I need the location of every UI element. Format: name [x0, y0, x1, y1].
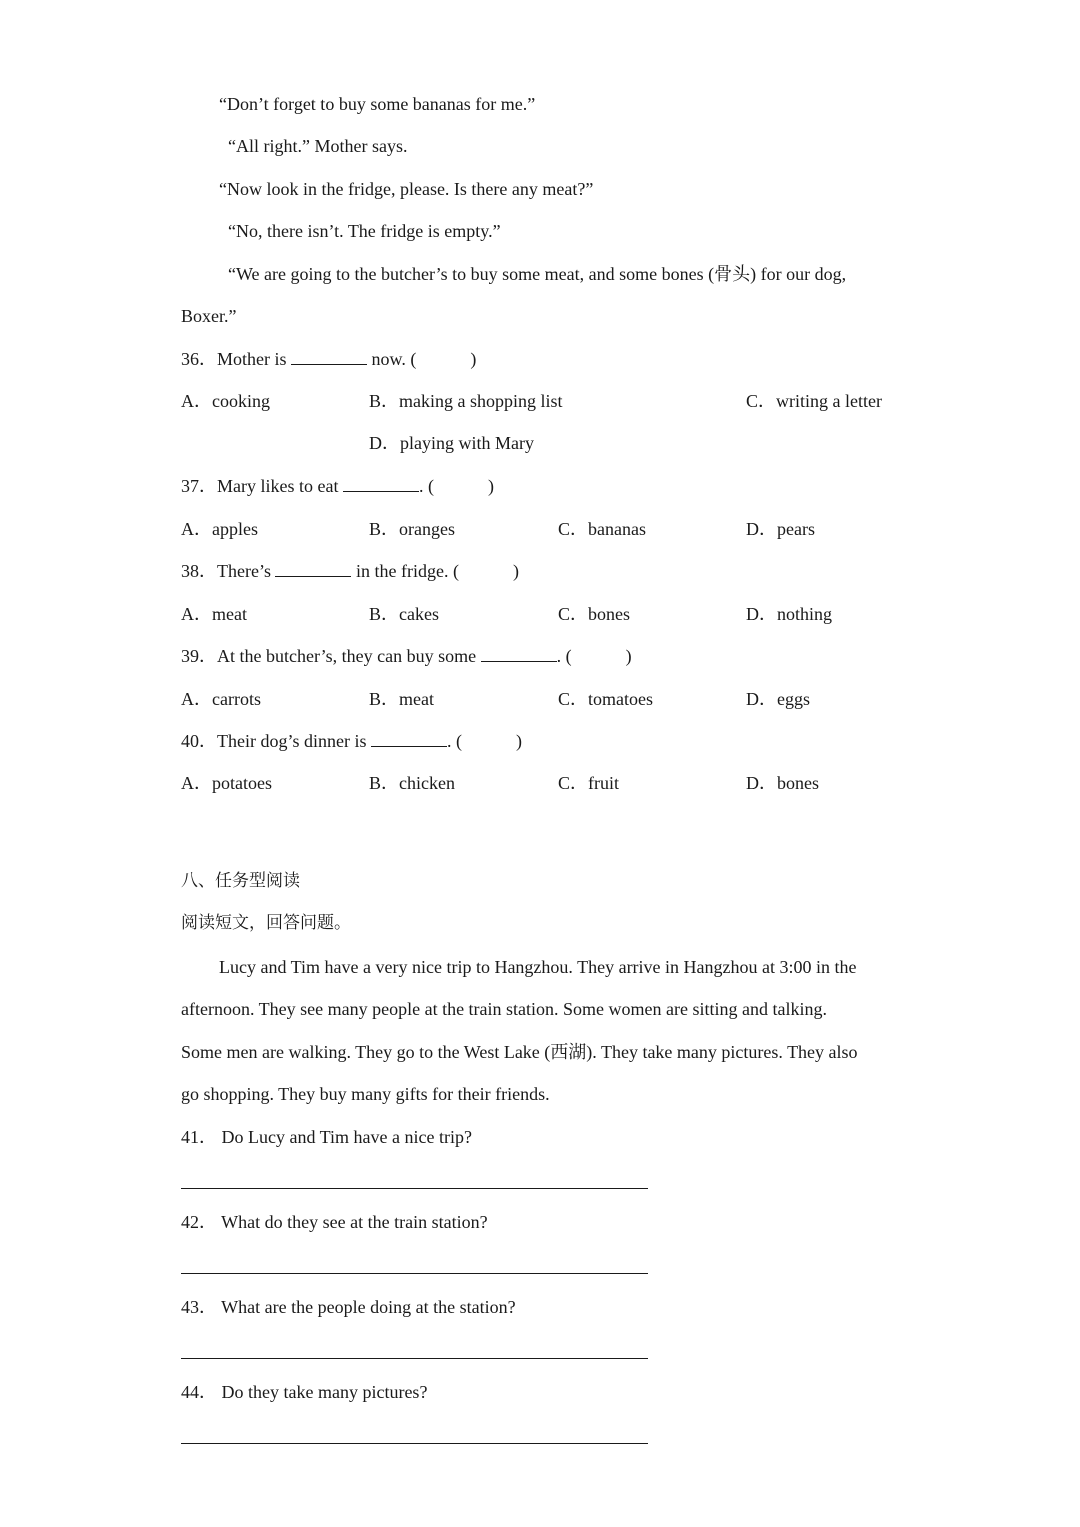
question-text: Their dog’s dinner is	[217, 731, 371, 751]
question-text: Mother is	[217, 349, 291, 369]
question-text: . ( )	[556, 646, 632, 666]
dialogue-line: “No, there isn’t. The fridge is empty.”	[228, 221, 501, 241]
option-letter: D．	[746, 604, 777, 624]
option-text: bananas	[588, 519, 646, 539]
option-letter: A．	[181, 519, 212, 539]
option-d	[746, 518, 815, 540]
dialogue-line: “We are going to the butcher’s to buy some meat, and some bones (骨头) for our dog,	[228, 264, 847, 284]
option-text: chicken	[399, 773, 455, 793]
question-text: Mary likes to eat	[217, 476, 343, 496]
passage-line: Some men are walking. They go to the West Lake (西湖). They take many pictures. They also	[181, 1042, 858, 1062]
question-36	[181, 348, 476, 370]
option-letter: B．	[369, 391, 400, 411]
question-number: 39．	[181, 646, 217, 666]
question-42: 42． What do they see at the train station?	[181, 1212, 488, 1232]
option-c	[746, 390, 882, 412]
answer-line[interactable]	[181, 1188, 648, 1189]
answer-blank	[275, 560, 351, 577]
answer-blank	[481, 645, 557, 662]
option-letter: A．	[181, 773, 212, 793]
answer-line[interactable]	[181, 1443, 648, 1444]
option-d	[746, 688, 810, 710]
option-text: bones	[588, 604, 631, 624]
question-text: At the butcher’s, they can buy some	[217, 646, 481, 666]
option-text: making a shopping list	[399, 391, 563, 411]
dialogue-line: Boxer.”	[181, 306, 237, 326]
option-b	[369, 688, 434, 710]
option-text: oranges	[399, 519, 455, 539]
question-number: 36．	[181, 349, 217, 369]
question-37	[181, 475, 494, 497]
option-letter: A．	[181, 604, 212, 624]
option-c	[558, 772, 619, 794]
option-c	[558, 603, 630, 625]
question-text: . ( )	[446, 731, 522, 751]
option-text: meat	[212, 604, 247, 624]
option-a	[181, 688, 261, 710]
option-text: pears	[777, 519, 815, 539]
option-a	[181, 603, 247, 625]
option-letter: D．	[746, 519, 777, 539]
question-41: 41． Do Lucy and Tim have a nice trip?	[181, 1127, 472, 1147]
option-b	[369, 772, 455, 794]
option-letter: B．	[369, 773, 400, 793]
question-text: now. ( )	[367, 349, 477, 369]
option-letter: D．	[369, 433, 400, 453]
option-text: cakes	[399, 604, 439, 624]
option-letter: B．	[369, 604, 400, 624]
option-text: writing a letter	[776, 391, 882, 411]
option-text: eggs	[777, 689, 810, 709]
option-letter: C．	[558, 773, 589, 793]
answer-line[interactable]	[181, 1273, 648, 1274]
section-instruction: 阅读短文，回答问题。	[181, 913, 351, 933]
option-a	[181, 390, 270, 412]
answer-blank	[291, 348, 367, 365]
answer-blank	[343, 475, 419, 492]
option-letter: B．	[369, 689, 400, 709]
question-number: 37．	[181, 476, 217, 496]
dialogue-line: “Now look in the fridge, please. Is there any meat?”	[219, 179, 594, 199]
option-text: cooking	[212, 391, 270, 411]
dialogue-line: “Don’t forget to buy some bananas for me.”	[219, 94, 536, 114]
option-a	[181, 518, 258, 540]
option-text: playing with Mary	[400, 433, 534, 453]
passage-line: afternoon. They see many people at the train station. Some women are sitting and talking.	[181, 999, 827, 1019]
passage-line: Lucy and Tim have a very nice trip to Hangzhou. They arrive in Hangzhou at 3:00 in the	[219, 957, 857, 977]
option-letter: A．	[181, 689, 212, 709]
passage-line: go shopping. They buy many gifts for their friends.	[181, 1084, 550, 1104]
option-a	[181, 772, 272, 794]
question-number: 38．	[181, 561, 217, 581]
option-text: nothing	[777, 604, 833, 624]
answer-blank	[371, 730, 447, 747]
option-letter: B．	[369, 519, 400, 539]
option-letter: D．	[746, 689, 777, 709]
option-c	[558, 688, 653, 710]
option-letter: C．	[558, 519, 589, 539]
section-title: 八、任务型阅读	[181, 871, 300, 891]
dialogue-line: “All right.” Mother says.	[228, 136, 408, 156]
option-letter: A．	[181, 391, 212, 411]
option-text: apples	[212, 519, 258, 539]
option-d	[746, 603, 832, 625]
option-text: carrots	[212, 689, 261, 709]
option-text: potatoes	[212, 773, 272, 793]
option-c	[558, 518, 646, 540]
option-d	[746, 772, 819, 794]
question-38	[181, 560, 519, 582]
question-44: 44． Do they take many pictures?	[181, 1382, 428, 1402]
option-b	[369, 518, 455, 540]
question-text: . ( )	[418, 476, 494, 496]
option-text: meat	[399, 689, 434, 709]
option-letter: C．	[558, 689, 589, 709]
option-b	[369, 390, 563, 412]
question-43: 43． What are the people doing at the station?	[181, 1297, 516, 1317]
option-d	[369, 432, 534, 454]
option-b	[369, 603, 439, 625]
question-text: in the fridge. ( )	[351, 561, 519, 581]
question-number: 40．	[181, 731, 217, 751]
question-40	[181, 730, 522, 752]
question-text: There’s	[217, 561, 276, 581]
question-39	[181, 645, 632, 667]
option-text: fruit	[588, 773, 620, 793]
answer-line[interactable]	[181, 1358, 648, 1359]
option-text: bones	[777, 773, 819, 793]
option-letter: D．	[746, 773, 777, 793]
option-letter: C．	[746, 391, 777, 411]
option-letter: C．	[558, 604, 589, 624]
option-text: tomatoes	[588, 689, 654, 709]
